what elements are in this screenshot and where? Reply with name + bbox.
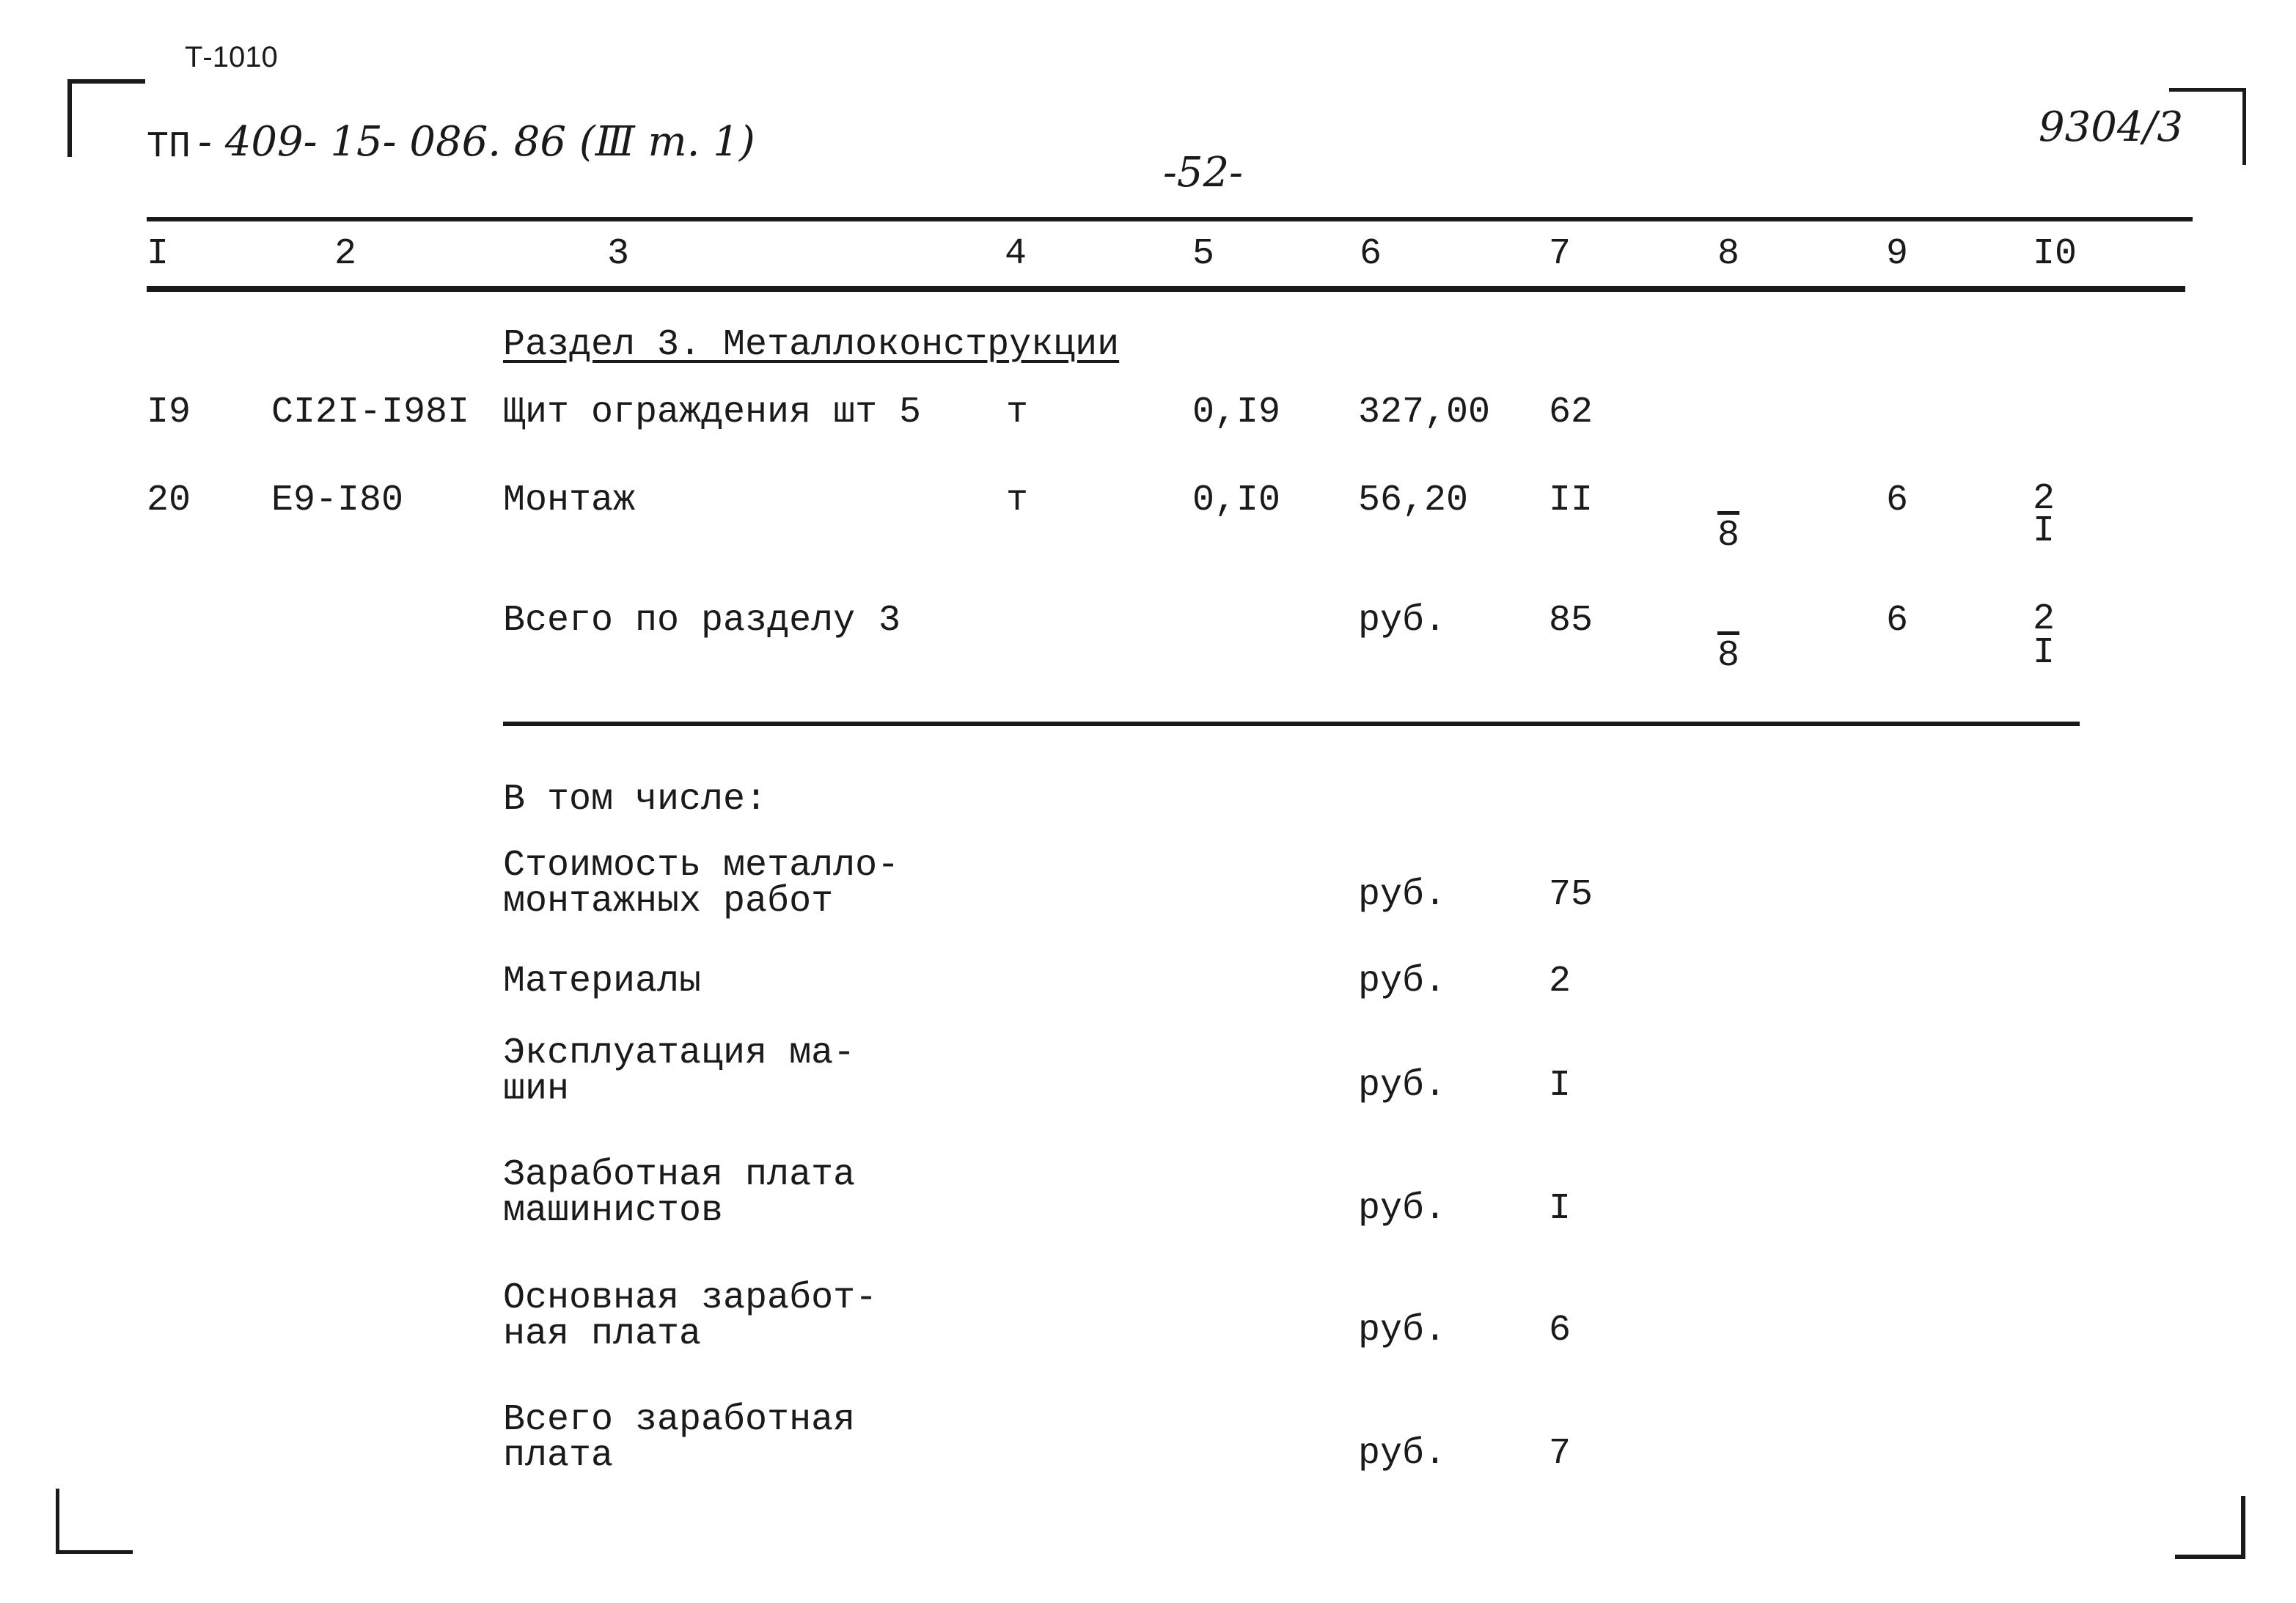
row-name: Монтаж	[503, 480, 636, 521]
breakdown-unit: руб.	[1358, 1065, 1447, 1107]
row-col9: 6	[1886, 480, 1909, 521]
row-quantity: 0,I0	[1192, 480, 1281, 521]
breakdown-label: Основная заработ- ная плата	[503, 1277, 878, 1355]
section-total-rule	[503, 722, 2080, 726]
section-total-unit: руб.	[1358, 600, 1447, 642]
breakdown-value: 7	[1549, 1433, 1571, 1475]
breakdown-value: I	[1549, 1188, 1571, 1230]
breakdown-value: I	[1549, 1065, 1571, 1107]
row-col8: 8	[1717, 515, 1740, 557]
breakdown-label: Всего заработная плата	[503, 1399, 856, 1477]
sheet-reference: 9304/3	[2039, 103, 2184, 151]
section-total-col10-bottom: I	[2033, 632, 2055, 674]
row-price: 56,20	[1358, 480, 1469, 521]
frame-corner-top-left	[67, 79, 145, 157]
row-code: CI2I-I98I	[271, 392, 470, 433]
doc-code: - 409- 15- 086. 86 (Ⅲ т. 1)	[198, 118, 755, 166]
column-header-3: 3	[607, 233, 630, 275]
column-header-6: 6	[1360, 233, 1382, 275]
section-total-number: 3	[879, 600, 901, 642]
row-unit: т	[1006, 480, 1029, 521]
breakdown-value: 75	[1549, 874, 1593, 916]
breakdown-label: Стоимость металло- монтажных работ	[503, 845, 900, 922]
section-total-value: 85	[1549, 600, 1593, 642]
breakdown-unit: руб.	[1358, 874, 1447, 916]
page-number: -52-	[1163, 149, 1244, 197]
breakdown-unit: руб.	[1358, 1188, 1447, 1230]
section-total-col8: 8	[1717, 635, 1740, 677]
row-number: I9	[147, 392, 191, 433]
breakdown-unit: руб.	[1358, 1433, 1447, 1475]
row-total: II	[1549, 480, 1593, 521]
row-code: Е9-I80	[271, 480, 404, 521]
section-title: Раздел 3. Металлоконструкции	[503, 324, 1120, 366]
header-top-rule	[147, 217, 2193, 221]
column-header-9: 9	[1886, 233, 1909, 275]
section-total-col9: 6	[1886, 600, 1909, 642]
row-price: 327,00	[1358, 392, 1491, 433]
header-bottom-rule	[147, 286, 2185, 292]
column-header-5: 5	[1192, 233, 1215, 275]
row-quantity: 0,I9	[1192, 392, 1281, 433]
breakdown-value: 2	[1549, 961, 1571, 1002]
section-total-label: Всего по разделу	[503, 600, 856, 642]
breakdown-unit: руб.	[1358, 961, 1447, 1002]
frame-corner-bottom-left	[56, 1489, 133, 1554]
row-name: Щит ограждения шт	[503, 392, 878, 433]
doc-code-prefix: ТП	[147, 126, 191, 168]
breakdown-label: Заработная плата машинистов	[503, 1154, 856, 1232]
column-header-8: 8	[1717, 233, 1740, 275]
including-label: В том числе:	[503, 779, 768, 821]
row-col10-bottom: I	[2033, 510, 2055, 552]
frame-corner-bottom-right	[2175, 1496, 2245, 1559]
breakdown-label: Материалы	[503, 961, 702, 1002]
breakdown-value: 6	[1549, 1310, 1571, 1351]
row-col10-top: 2	[2033, 478, 2055, 520]
column-header-1: I	[147, 233, 169, 275]
breakdown-label: Эксплуатация ма- шин	[503, 1032, 856, 1110]
breakdown-unit: руб.	[1358, 1310, 1447, 1351]
stamp-number: Т-1010	[185, 41, 278, 73]
row-unit: т	[1006, 392, 1029, 433]
row-qty-note: 5	[899, 392, 922, 433]
column-header-4: 4	[1005, 233, 1027, 275]
row-total: 62	[1549, 392, 1593, 433]
section-total-col10-top: 2	[2033, 598, 2055, 640]
column-header-10: I0	[2033, 233, 2077, 275]
column-header-2: 2	[334, 233, 357, 275]
column-header-7: 7	[1549, 233, 1571, 275]
row-number: 20	[147, 480, 191, 521]
